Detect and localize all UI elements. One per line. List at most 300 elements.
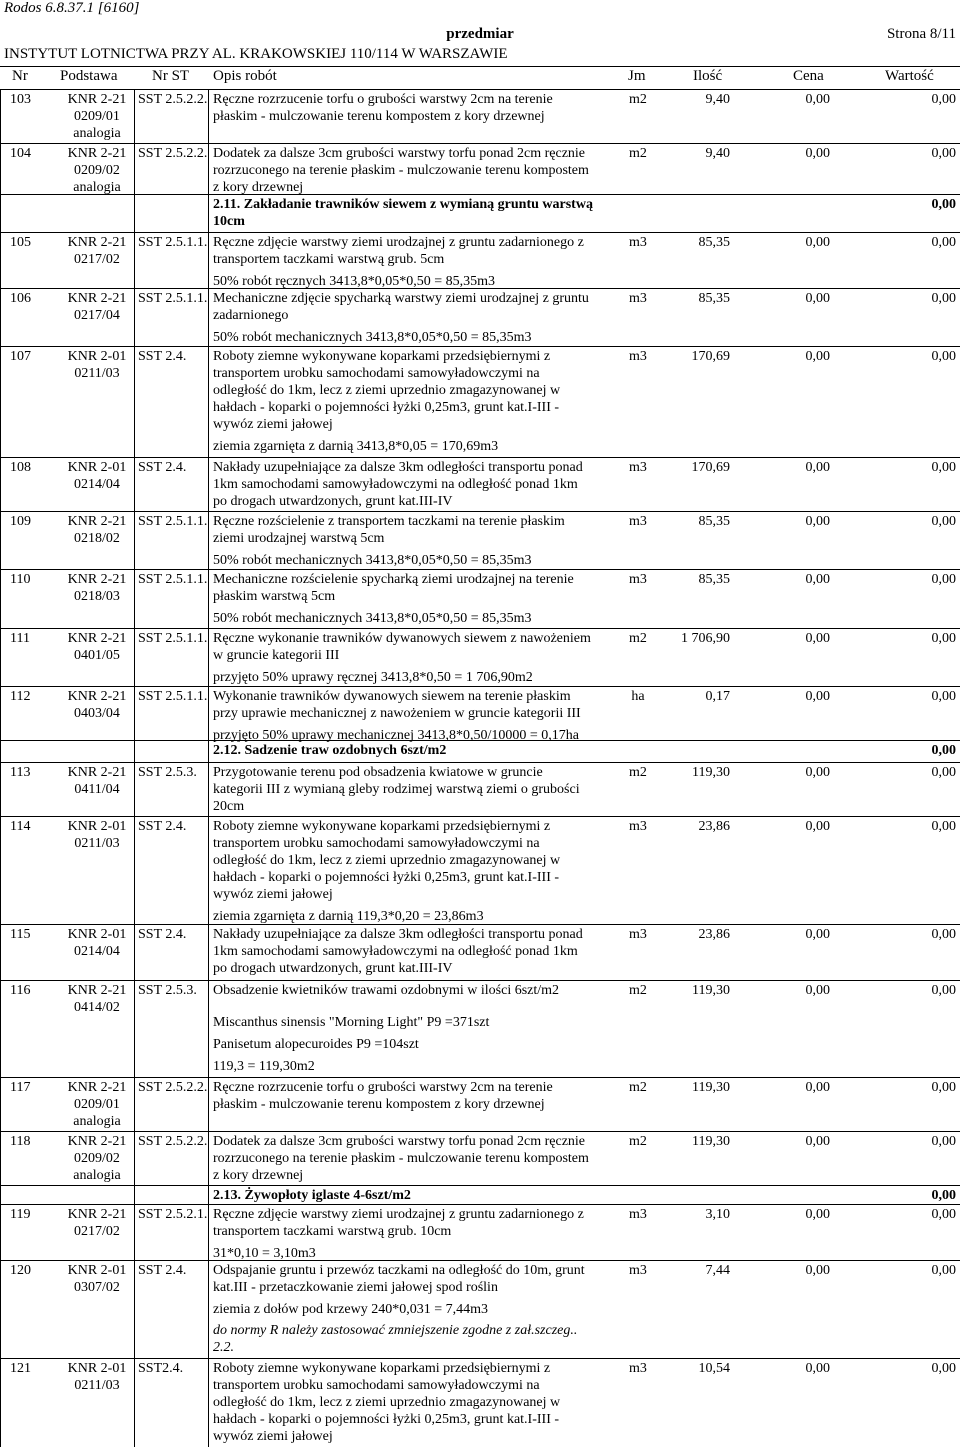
row-number: 120 <box>10 1263 31 1278</box>
row-price: 0,00 <box>805 291 830 306</box>
col-divider <box>208 90 209 1447</box>
description-line: z kory drzewnej <box>213 180 304 195</box>
row-value: 0,00 <box>931 1134 956 1149</box>
row-quantity: 0,17 <box>705 689 730 704</box>
row-calculation: ziemia zgarnięta z darnią 3413,8*0,05 = 170,69m3 <box>213 439 499 454</box>
row-unit: m2 <box>629 1080 647 1095</box>
row-description <box>213 513 608 547</box>
basis-line: 0211/03 <box>74 1378 120 1393</box>
row-unit: m3 <box>629 572 647 587</box>
row-separator <box>0 1260 960 1261</box>
basis-line: KNR 2-21 <box>67 689 127 704</box>
description-line: wywóz ziemi jałowej <box>213 887 333 902</box>
row-value: 0,00 <box>931 291 956 306</box>
col-divider <box>0 90 1 1447</box>
description-line: ziemi urodzajnej warstwą 5cm <box>213 531 385 546</box>
basis-line: 0218/02 <box>74 531 120 546</box>
row-value: 0,00 <box>931 631 956 646</box>
row-basis <box>52 290 142 324</box>
row-unit: m3 <box>629 1361 647 1376</box>
row-separator <box>0 511 960 512</box>
basis-line: analogia <box>73 1168 121 1183</box>
description-line: Nakłady uzupełniające za dalsze 3km odległości transportu ponad <box>213 927 583 942</box>
row-value: 0,00 <box>931 765 956 780</box>
row-value: 0,00 <box>931 235 956 250</box>
row-number: 119 <box>10 1207 31 1222</box>
basis-line: KNR 2-21 <box>67 92 127 107</box>
row-separator <box>0 194 960 195</box>
row-sst: SST 2.5.1.1. <box>138 291 208 306</box>
row-calculation: ziemia zgarnięta z darnią 119,3*0,20 = 23,86m3 <box>213 909 484 924</box>
row-basis <box>52 926 142 960</box>
row-number: 115 <box>10 927 31 942</box>
description-line: płaskim warstwą 5cm <box>213 589 336 604</box>
row-price: 0,00 <box>805 819 830 834</box>
description-line: Dodatek za dalsze 3cm grubości warstwy torfu ponad 2cm ręcznie <box>213 146 586 161</box>
row-sst: SST 2.4. <box>138 1263 187 1278</box>
description-line: Dodatek za dalsze 3cm grubości warstwy torfu ponad 2cm ręcznie <box>213 1134 586 1149</box>
row-basis <box>52 145 142 196</box>
basis-line: 0217/02 <box>74 252 120 267</box>
row-separator <box>0 762 960 763</box>
col-opis: Opis robót <box>213 68 277 84</box>
row-sst: SST 2.5.2.1. <box>138 1207 208 1222</box>
description-line: w gruncie kategorii III <box>213 648 340 663</box>
row-number: 106 <box>10 291 31 306</box>
description-line: wywóz ziemi jałowej <box>213 417 333 432</box>
row-number: 112 <box>10 689 31 704</box>
description-line: zadarnionego <box>213 308 289 323</box>
row-sst: SST 2.4. <box>138 927 187 942</box>
row-description <box>213 1133 608 1184</box>
basis-line: 0403/04 <box>74 706 120 721</box>
row-sst: SST 2.5.2.2. <box>138 1134 208 1149</box>
row-quantity: 23,86 <box>698 927 730 942</box>
description-line: Ręczne zdjęcie warstwy ziemi urodzajnej z gruntu zadarnionego z <box>213 235 584 250</box>
row-sst: SST 2.5.2.2. <box>138 92 208 107</box>
col-cena: Cena <box>793 68 824 84</box>
row-quantity: 23,86 <box>698 819 730 834</box>
basis-line: 0217/04 <box>74 308 120 323</box>
basis-line: analogia <box>73 180 121 195</box>
row-basis <box>52 91 142 142</box>
row-sst: SST 2.5.1.1. <box>138 235 208 250</box>
basis-line: KNR 2-21 <box>67 291 127 306</box>
row-separator <box>0 288 960 289</box>
col-wartosc: Wartość <box>885 68 934 84</box>
description-line: Przygotowanie terenu pod obsadzenia kwiatowe w gruncie <box>213 765 543 780</box>
row-quantity: 170,69 <box>691 460 730 475</box>
basis-line: 0209/02 <box>74 163 120 178</box>
basis-line: 0209/01 <box>74 1097 120 1112</box>
row-calculation: 50% robót mechanicznych 3413,8*0,05*0,50 = 85,35m3 <box>213 330 532 345</box>
row-separator <box>0 1358 960 1359</box>
description-line: transportem taczkami warstwą grub. 5cm <box>213 252 445 267</box>
row-note <box>213 1322 608 1356</box>
basis-line: KNR 2-21 <box>67 514 127 529</box>
row-sst: SST 2.4. <box>138 349 187 364</box>
row-sst: SST 2.4. <box>138 819 187 834</box>
description-line: Roboty ziemne wykonywane koparkami przedsiębiernymi z <box>213 819 551 834</box>
basis-line: KNR 2-21 <box>67 1080 127 1095</box>
basis-line: KNR 2-01 <box>67 460 127 475</box>
description-line: Ręczne zdjęcie warstwy ziemi urodzajnej z gruntu zadarnionego z <box>213 1207 584 1222</box>
row-price: 0,00 <box>805 689 830 704</box>
row-sst: SST 2.5.2.2. <box>138 1080 208 1095</box>
row-basis <box>52 1079 142 1130</box>
row-separator <box>0 740 960 741</box>
row-quantity: 85,35 <box>698 514 730 529</box>
basis-line: 0211/03 <box>74 366 120 381</box>
row-unit: m2 <box>629 765 647 780</box>
row-description <box>213 145 608 196</box>
row-separator <box>0 1077 960 1078</box>
row-calculation: 31*0,10 = 3,10m3 <box>213 1246 316 1261</box>
description-line: 1km samochodami samowyładowczymi na odległość ponad 1km <box>213 477 578 492</box>
app-version: Rodos 6.8.37.1 [6160] <box>4 0 140 16</box>
row-calculation: 50% robót mechanicznych 3413,8*0,05*0,50 = 85,35m3 <box>213 611 532 626</box>
row-basis <box>52 348 142 382</box>
row-quantity: 9,40 <box>705 146 730 161</box>
description-line: transportem taczkami warstwą grub. 10cm <box>213 1224 452 1239</box>
row-separator <box>0 980 960 981</box>
description-line: Ręczne rozrzucenie torfu o grubości warstwy 2cm na terenie <box>213 1080 553 1095</box>
row-unit: m3 <box>629 460 647 475</box>
basis-line: KNR 2-21 <box>67 572 127 587</box>
description-line: z kory drzewnej <box>213 1168 304 1183</box>
description-line: transportem urobku samochodami samowyładowczymi na <box>213 836 540 851</box>
row-basis <box>52 1206 142 1240</box>
row-value: 0,00 <box>931 1207 956 1222</box>
row-number: 109 <box>10 514 31 529</box>
row-quantity: 7,44 <box>705 1263 730 1278</box>
basis-line: KNR 2-21 <box>67 146 127 161</box>
row-value: 0,00 <box>931 92 956 107</box>
section-value: 0,00 <box>931 1188 956 1203</box>
basis-line: 0211/03 <box>74 836 120 851</box>
description-line: Roboty ziemne wykonywane koparkami przedsiębiernymi z <box>213 349 551 364</box>
row-separator <box>0 686 960 687</box>
row-separator <box>0 346 960 347</box>
basis-line: KNR 2-01 <box>67 1263 127 1278</box>
row-description <box>213 459 608 510</box>
row-calculation: przyjęto 50% uprawy ręcznej 3413,8*0,50 = 1 706,90m2 <box>213 670 533 685</box>
description-line: Odspajanie gruntu i przewóz taczkami na odległość do 10m, grunt <box>213 1263 585 1278</box>
row-quantity: 85,35 <box>698 572 730 587</box>
row-value: 0,00 <box>931 514 956 529</box>
row-value: 0,00 <box>931 572 956 587</box>
document-title: przedmiar <box>446 26 514 42</box>
row-calculation: przyjęto 50% uprawy mechanicznej 3413,8*0,50/10000 = 0,17ha <box>213 728 579 743</box>
description-line: przy uprawie mechanicznej z nawożeniem w gruncie kategorii III <box>213 706 581 721</box>
row-unit: m3 <box>629 819 647 834</box>
description-line: kategorii III z wymianą gleby rodzimej warstwą ziemi o grubości <box>213 782 580 797</box>
row-unit: ha <box>631 689 645 704</box>
description-line: Roboty ziemne wykonywane koparkami przedsiębiernymi z <box>213 1361 551 1376</box>
row-description <box>213 1079 608 1113</box>
row-basis <box>52 1360 142 1394</box>
row-basis <box>52 982 142 1016</box>
row-separator <box>0 232 960 233</box>
basis-line: KNR 2-21 <box>67 1134 127 1149</box>
row-description <box>213 818 608 903</box>
row-quantity: 119,30 <box>692 1134 730 1149</box>
row-quantity: 10,54 <box>698 1361 730 1376</box>
row-basis <box>52 234 142 268</box>
row-separator <box>0 1131 960 1132</box>
row-description <box>213 91 608 125</box>
row-sst: SST2.4. <box>138 1361 184 1376</box>
basis-line: 0414/02 <box>74 1000 120 1015</box>
row-price: 0,00 <box>805 235 830 250</box>
row-basis <box>52 764 142 798</box>
description-line: transportem urobku samochodami samowyładowczymi na <box>213 1378 540 1393</box>
row-quantity: 85,35 <box>698 235 730 250</box>
row-sst: SST 2.5.3. <box>138 983 197 998</box>
page-number: Strona 8/11 <box>886 26 956 42</box>
description-line: po drogach utwardzonych, grunt kat.III-IV <box>213 961 453 976</box>
row-value: 0,00 <box>931 927 956 942</box>
description-line: odległość do 1km, lecz z ziemi uprzednio zmagazynowanej w <box>213 853 561 868</box>
row-description <box>213 1262 608 1296</box>
row-description <box>213 234 608 268</box>
row-unit: m2 <box>629 146 647 161</box>
row-sst: SST 2.4. <box>138 460 187 475</box>
row-separator <box>0 569 960 570</box>
row-basis <box>52 818 142 852</box>
row-number: 107 <box>10 349 31 364</box>
basis-line: KNR 2-01 <box>67 819 127 834</box>
row-unit: m3 <box>629 291 647 306</box>
row-unit: m3 <box>629 1207 647 1222</box>
row-number: 117 <box>10 1080 31 1095</box>
row-basis <box>52 459 142 493</box>
description-line: rozrzuconego na terenie płaskim - mulczowanie terenu kompostem <box>213 163 589 178</box>
basis-line: 0214/04 <box>74 944 120 959</box>
row-quantity: 3,10 <box>705 1207 730 1222</box>
col-nr-st: Nr ST <box>152 68 190 84</box>
description-line: odległość do 1km, lecz z ziemi uprzednio zmagazynowanej w <box>213 1395 561 1410</box>
row-value: 0,00 <box>931 689 956 704</box>
basis-line: analogia <box>73 126 121 141</box>
section-heading: 2.11. Zakładanie trawników siewem z wymianą gruntu warstwą 10cm <box>213 197 593 229</box>
row-value: 0,00 <box>931 1361 956 1376</box>
description-line: hałdach - koparki o pojemności łyżki 0,25m3, grunt kat.I-III - <box>213 1412 560 1427</box>
row-number: 108 <box>10 460 31 475</box>
basis-line: KNR 2-21 <box>67 235 127 250</box>
row-separator <box>0 1185 960 1186</box>
basis-line: 0401/05 <box>74 648 120 663</box>
description-line: wywóz ziemi jałowej <box>213 1429 333 1444</box>
row-description <box>213 571 608 605</box>
row-unit: m3 <box>629 1263 647 1278</box>
row-price: 0,00 <box>805 572 830 587</box>
row-unit: m2 <box>629 631 647 646</box>
basis-line: KNR 2-21 <box>67 983 127 998</box>
section-heading: 2.13. Żywopłoty iglaste 4-6szt/m2 <box>213 1188 411 1203</box>
description-line: rozrzuconego na terenie płaskim - mulczowanie terenu kompostem <box>213 1151 589 1166</box>
row-number: 114 <box>10 819 31 834</box>
row-unit: m3 <box>629 349 647 364</box>
description-line: odległość do 1km, lecz z ziemi uprzednio zmagazynowanej w <box>213 383 561 398</box>
row-unit: m2 <box>629 1134 647 1149</box>
section-heading: 2.12. Sadzenie traw ozdobnych 6szt/m2 <box>213 743 447 758</box>
row-quantity: 119,30 <box>692 1080 730 1095</box>
row-quantity: 119,30 <box>692 983 730 998</box>
row-price: 0,00 <box>805 349 830 364</box>
row-unit: m2 <box>629 92 647 107</box>
basis-line: KNR 2-01 <box>67 927 127 942</box>
row-calculation: Miscanthus sinensis "Morning Light" P9 =371szt <box>213 1015 490 1030</box>
row-description <box>213 348 608 433</box>
row-sst: SST 2.5.3. <box>138 765 197 780</box>
basis-line: 0218/03 <box>74 589 120 604</box>
row-price: 0,00 <box>805 514 830 529</box>
row-separator <box>0 816 960 817</box>
row-number: 104 <box>10 146 31 161</box>
basis-line: 0217/02 <box>74 1224 120 1239</box>
section-value: 0,00 <box>931 197 956 212</box>
row-number: 118 <box>10 1134 31 1149</box>
col-ilosc: Ilość <box>693 68 723 84</box>
row-number: 103 <box>10 92 31 107</box>
description-line: transportem urobku samochodami samowyładowczymi na <box>213 366 540 381</box>
row-value: 0,00 <box>931 460 956 475</box>
row-separator <box>0 457 960 458</box>
description-line: 20cm <box>213 799 245 814</box>
row-price: 0,00 <box>805 631 830 646</box>
section-value: 0,00 <box>931 743 956 758</box>
row-price: 0,00 <box>805 146 830 161</box>
row-number: 116 <box>10 983 31 998</box>
row-unit: m3 <box>629 927 647 942</box>
row-separator <box>0 628 960 629</box>
note-line: do normy R należy zastosować zmniejszenie zgodne z zał.szczeg.. <box>213 1323 578 1338</box>
basis-line: KNR 2-01 <box>67 1361 127 1376</box>
row-price: 0,00 <box>805 927 830 942</box>
row-quantity: 170,69 <box>691 349 730 364</box>
row-basis <box>52 688 142 722</box>
row-description <box>213 764 608 815</box>
row-description <box>213 926 608 977</box>
basis-line: KNR 2-21 <box>67 765 127 780</box>
basis-line: 0209/01 <box>74 109 120 124</box>
row-price: 0,00 <box>805 1263 830 1278</box>
row-unit: m3 <box>629 514 647 529</box>
row-calculation: 50% robót mechanicznych 3413,8*0,05*0,50 = 85,35m3 <box>213 553 532 568</box>
row-value: 0,00 <box>931 983 956 998</box>
basis-line: 0214/04 <box>74 477 120 492</box>
description-line: 1km samochodami samowyładowczymi na odległość ponad 1km <box>213 944 578 959</box>
row-separator <box>0 1204 960 1205</box>
row-description <box>213 982 608 999</box>
row-number: 113 <box>10 765 31 780</box>
row-sst: SST 2.5.2.2. <box>138 146 208 161</box>
basis-line: KNR 2-21 <box>67 1207 127 1222</box>
row-number: 111 <box>10 631 30 646</box>
basis-line: analogia <box>73 1114 121 1129</box>
header-rule-top <box>0 66 960 67</box>
row-price: 0,00 <box>805 92 830 107</box>
row-calculation: 119,3 = 119,30m2 <box>213 1059 315 1074</box>
row-calculation: Panisetum alopecuroides P9 =104szt <box>213 1037 419 1052</box>
row-basis <box>52 513 142 547</box>
row-price: 0,00 <box>805 765 830 780</box>
col-nr: Nr <box>12 68 28 84</box>
row-value: 0,00 <box>931 819 956 834</box>
row-basis <box>52 571 142 605</box>
row-price: 0,00 <box>805 1080 830 1095</box>
row-calculation: ziemia z dołów pod krzewy 240*0,031 = 7,44m3 <box>213 1302 489 1317</box>
row-separator <box>0 143 960 144</box>
description-line: kat.III - przetaczkowanie ziemi jałowej spod roślin <box>213 1280 498 1295</box>
row-unit: m3 <box>629 235 647 250</box>
row-description <box>213 630 608 664</box>
row-sst: SST 2.5.1.1. <box>138 572 208 587</box>
description-line: hałdach - koparki o pojemności łyżki 0,25m3, grunt kat.I-III - <box>213 870 560 885</box>
row-sst: SST 2.5.1.1. <box>138 631 208 646</box>
basis-line: 0209/02 <box>74 1151 120 1166</box>
row-calculation: 50% robót ręcznych 3413,8*0,05*0,50 = 85,35m3 <box>213 274 496 289</box>
row-price: 0,00 <box>805 460 830 475</box>
col-jm: Jm <box>628 68 646 84</box>
row-quantity: 119,30 <box>692 765 730 780</box>
basis-line: 0307/02 <box>74 1280 120 1295</box>
row-unit: m2 <box>629 983 647 998</box>
row-value: 0,00 <box>931 1080 956 1095</box>
description-line: Nakłady uzupełniające za dalsze 3km odległości transportu ponad <box>213 460 583 475</box>
note-line: 2.2. <box>213 1340 234 1355</box>
row-quantity: 9,40 <box>705 92 730 107</box>
description-line: Ręczne rozrzucenie torfu o grubości warstwy 2cm na terenie <box>213 92 553 107</box>
row-separator <box>0 924 960 925</box>
row-price: 0,00 <box>805 1207 830 1222</box>
row-basis <box>52 1133 142 1184</box>
col-podstawa: Podstawa <box>60 68 118 84</box>
row-sst: SST 2.5.1.1. <box>138 514 208 529</box>
description-line: płaskim - mulczowanie terenu kompostem z kory drzewnej <box>213 109 545 124</box>
institute-name: INSTYTUT LOTNICTWA PRZY AL. KRAKOWSKIEJ 110/114 W WARSZAWIE <box>4 46 508 62</box>
row-price: 0,00 <box>805 983 830 998</box>
description-line: Ręczne wykonanie trawników dywanowych siewem z nawożeniem <box>213 631 591 646</box>
basis-line: KNR 2-21 <box>67 631 127 646</box>
row-quantity: 1 706,90 <box>681 631 730 646</box>
description-line: Obsadzenie kwietników trawami ozdobnymi w ilości 6szt/m2 <box>213 983 560 998</box>
description-line: Mechaniczne rozścielenie spycharką ziemi urodzajnej na terenie <box>213 572 574 587</box>
row-value: 0,00 <box>931 146 956 161</box>
row-description <box>213 688 608 722</box>
row-number: 105 <box>10 235 31 250</box>
description-line: płaskim - mulczowanie terenu kompostem z kory drzewnej <box>213 1097 545 1112</box>
row-quantity: 85,35 <box>698 291 730 306</box>
row-number: 110 <box>10 572 31 587</box>
row-description <box>213 1360 608 1445</box>
basis-line: 0411/04 <box>74 782 120 797</box>
description-line: Ręczne rozścielenie z transportem taczkami na terenie płaskim <box>213 514 565 529</box>
row-basis <box>52 1262 142 1296</box>
basis-line: KNR 2-01 <box>67 349 127 364</box>
row-number: 121 <box>10 1361 31 1376</box>
row-basis <box>52 630 142 664</box>
row-sst: SST 2.5.1.1. <box>138 689 208 704</box>
description-line: hałdach - koparki o pojemności łyżki 0,25m3, grunt kat.I-III - <box>213 400 560 415</box>
row-price: 0,00 <box>805 1134 830 1149</box>
description-line: po drogach utwardzonych, grunt kat.III-IV <box>213 494 453 509</box>
description-line: Wykonanie trawników dywanowych siewem na terenie płaskim <box>213 689 571 704</box>
row-price: 0,00 <box>805 1361 830 1376</box>
row-value: 0,00 <box>931 1263 956 1278</box>
row-value: 0,00 <box>931 349 956 364</box>
